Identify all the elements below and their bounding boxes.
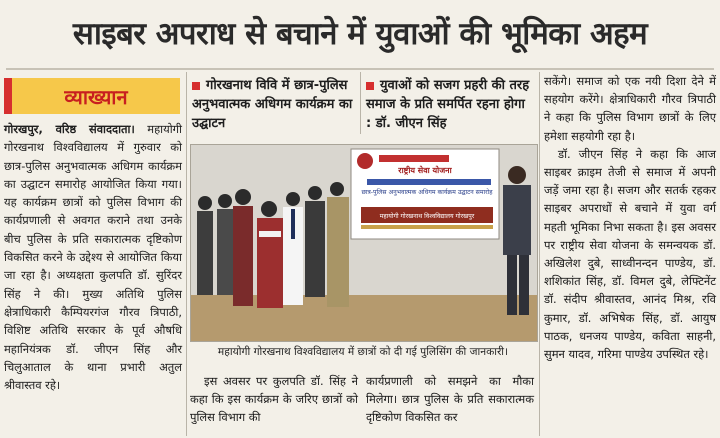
article-column-4: [544, 72, 716, 363]
article-column-2: इस अवसर पर कुलपति डॉ. सिंह ने कहा कि इस कार्यक्रम के जरिए छात्रों को पुलिस विभाग की: [190, 374, 358, 424]
column-divider: [360, 72, 361, 134]
dateline: गोरखपुर, वरिष्ठ संवाददाता।: [4, 122, 135, 136]
news-photo: [190, 144, 538, 342]
headline-divider: [6, 68, 714, 70]
column-4-paragraph: डॉ. जीएन सिंह ने कहा कि आज साइबर क्राइम तेजी से समाज में अपनी जड़ें जमा रहा है। सजग और सतर्क रहकर साइबर अपराधों से बचाने में युवा वर्ग महती भूमिका निभा सकता है। इस अवसर पर राष्ट्रीय सेवा योजना के समन्वयक डॉ. अखिलेश दुबे, साध्वीनन्दन पाण्डेय, डॉ. शशिकांत सिंह, डॉ. विमल दुबे, लेफ्टिनेंट डॉ. संदीप श्रीवास्तव, आनंद मिश्र, रवि कुमार, डॉ. अभिषेक सिंह, डॉ. आयुष पाठक, धनजय पाण्डेय, कविता साहनी, सुमन यादव, गरिमा पाण्डेय उपस्थित रहे।: [544, 146, 716, 362]
photo-caption: महायोगी गोरखनाथ विश्वविद्यालय में छात्रों को दी गई पुलिसिंग की जानकारी।: [217, 346, 509, 358]
banner-footer: महायोगी गोरखनाथ विश्वविद्यालय गोरखपुर: [379, 213, 475, 220]
column-divider: [186, 72, 187, 436]
subheadline-right-text: युवाओं को सजग प्रहरी की तरह समाज के प्रति समर्पित रहना होगा : डॉ. जीएन सिंह: [366, 78, 530, 131]
column-1-text: महायोगी गोरखनाथ विश्वविद्यालय में गुरुवार को छात्र-पुलिस अनुभवात्मक अधिगम कार्यक्रम का उद्घाटन समारोह आयोजित किया गया। यह कार्यक्रम छात्रों को पुलिस विभाग की कार्यप्रणाली से अवगत कराने तथा उनके बीच पुलिस के प्रति सकारात्मक दृष्टिकोण विकसित करने के उद्देश्य से आयोजित किया जा रहा है। अध्यक्षता कुलपति डॉ. सुरिंदर सिंह ने की। मुख्य अतिथि पुलिस क्षेत्राधिकारी कैम्पियरगंज गौरव त्रिपाठी, विशिष्ट अतिथि सरकार के पूर्व औषधि महानियंत्रक डॉ. जीएन सिंह और चिलुआताल के थाना प्रभारी अतुल श्रीवास्तव रहे।: [4, 122, 183, 393]
headline: साइबर अपराध से बचाने में युवाओं की भूमिका अहम: [72, 16, 648, 52]
column-divider: [539, 72, 540, 436]
banner-line: छात्र-पुलिस अनुभवात्मक अधिगम कार्यक्रम उद्घाटन समारोह: [361, 189, 493, 196]
subheadline-right: [366, 76, 534, 133]
article-column-3: कार्यप्रणाली को समझने का मौका मिलेगा। छात्र पुलिस के प्रति सकारात्मक दृष्टिकोण विकसित कर: [366, 374, 534, 424]
article-column-1: [4, 120, 182, 394]
red-bullet-icon: [192, 82, 200, 90]
section-label: व्याख्यान: [4, 78, 180, 114]
banner-title: राष्ट्रीय सेवा योजना: [398, 166, 452, 175]
banner-text: [355, 165, 495, 176]
column-4-paragraph: सकेंगे। समाज को एक नयी दिशा देने में सहयोग करेंगे। क्षेत्राधिकारी गौरव त्रिपाठी ने कहा कि पुलिस विभाग छात्रों के लिए हमेशा सहयोगी रहा है।: [544, 74, 716, 143]
subheadline-left: [192, 76, 354, 133]
red-bullet-icon: [366, 82, 374, 90]
subheadline-left-text: गोरखनाथ विवि में छात्र-पुलिस अनुभवात्मक अधिगम कार्यक्रम का उद्घाटन: [192, 78, 353, 131]
